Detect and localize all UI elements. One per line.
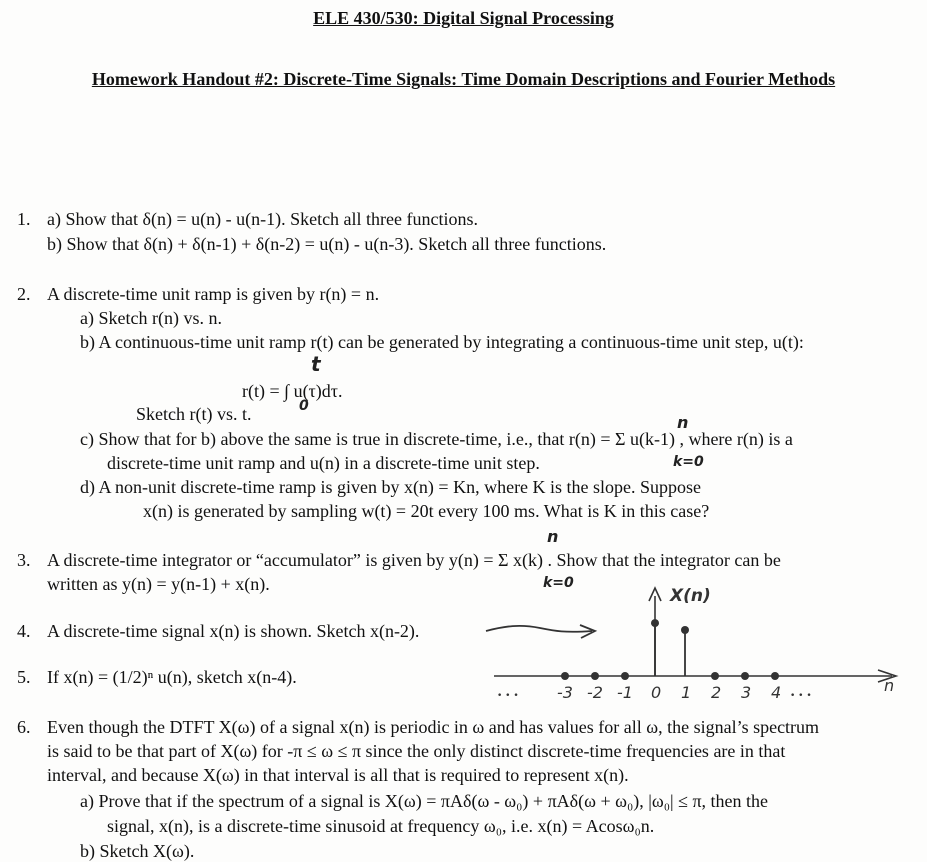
problem-2b: b) A continuous-time unit ramp r(t) can be generated by integrating a continuous-time unit step, u(t): [80,332,804,352]
problem-2-number: 2. [17,284,31,304]
sample-point [591,672,599,680]
problem-6a-line1: a) Prove that if the spectrum of a signal is X(ω) = πAδ(ω - ω₀) + πAδ(ω + ω₀), |ω₀| ≤ π, then the [80,791,769,811]
tick-label: 1 [681,683,692,702]
course-title: ELE 430/530: Digital Signal Processing [313,8,614,28]
problem-4-text: A discrete-time signal x(n) is shown. Sketch x(n-2). [47,621,420,641]
sample-point [711,672,719,680]
problem-5-text: If x(n) = (1/2)ⁿ u(n), sketch x(n-4). [47,667,297,687]
problem-6-line1: Even though the DTFT X(ω) of a signal x(n) is periodic in ω and has values for all ω, the signal’s spectrum [47,717,820,737]
sum-upper-limit-2c: n [677,413,689,432]
sum-upper-limit-3: n [547,527,559,546]
problem-2a: a) Sketch r(n) vs. n. [80,308,222,328]
problem-6b: b) Sketch X(ω). [80,841,195,861]
problem-3-line2: written as y(n) = y(n-1) + x(n). [47,574,270,594]
sketch-y-label: X(n) [670,586,711,606]
tick-label: 4 [771,683,782,702]
problem-1b: b) Show that δ(n) + δ(n-1) + δ(n-2) = u(n) - u(n-3). Sketch all three functions. [47,234,607,254]
sample-point [561,672,569,680]
integral-upper-limit: t [311,352,321,376]
sample-point [771,672,779,680]
integral-formula: r(t) = ∫ u(τ)dτ. [242,381,343,401]
problem-2b-sketch: Sketch r(t) vs. t. [136,404,252,424]
problem-4-number: 4. [17,621,31,641]
tick-label: 3 [741,683,752,702]
problem-1-number: 1. [17,209,31,229]
problem-6a-line2: signal, x(n), is a discrete-time sinusoid at frequency ω₀, i.e. x(n) = Acosω₀n. [107,816,655,836]
sample-point [681,626,689,634]
tick-label: -1 [617,683,633,702]
sketch-right-dots: • • • [790,691,812,701]
problem-6-line2: is said to be that part of X(ω) for -π ≤ ω ≤ π since the only distinct discrete-time frequencies are in that [47,741,786,761]
problem-3-number: 3. [17,550,31,570]
sample-point [741,672,749,680]
problem-6-number: 6. [17,717,31,737]
sample-point [621,672,629,680]
tick-label: -3 [557,683,573,702]
problem-2d-line2: x(n) is generated by sampling w(t) = 20t every 100 ms. What is K in this case? [143,501,710,521]
handout-title: Homework Handout #2: Discrete-Time Signals: Time Domain Descriptions and Fourier Methods [91,69,836,89]
integral-lower-limit: 0 [299,398,309,414]
sum-lower-limit-3: k=0 [543,575,574,591]
tick-label: 2 [711,683,722,702]
tick-label: -2 [587,683,603,702]
problem-6-line3: interval, and because X(ω) in that interval is all that is required to represent x(n). [47,765,629,785]
sample-point [651,619,659,627]
problem-2c-line1: c) Show that for b) above the same is true in discrete-time, i.e., that r(n) = Σ u(k-1) , where r(n) is a [80,429,793,449]
problem-2c-line2: discrete-time unit ramp and u(n) in a discrete-time unit step. [107,453,540,473]
tick-label: 0 [651,683,662,702]
sum-lower-limit-2c: k=0 [673,454,704,470]
problem-2d-line1: d) A non-unit discrete-time ramp is given by x(n) = Kn, where K is the slope. Suppose [80,477,702,497]
sketch-left-dots: • • • [497,691,519,701]
problem-5-number: 5. [17,667,31,687]
problem-1a: a) Show that δ(n) = u(n) - u(n-1). Sketch all three functions. [47,209,479,229]
problem-2-intro: A discrete-time unit ramp is given by r(n) = n. [47,284,380,304]
sketch-x-label: n [884,676,895,695]
problem-3-line1: A discrete-time integrator or “accumulator” is given by y(n) = Σ x(k) . Show that the integrator can be [47,550,781,570]
